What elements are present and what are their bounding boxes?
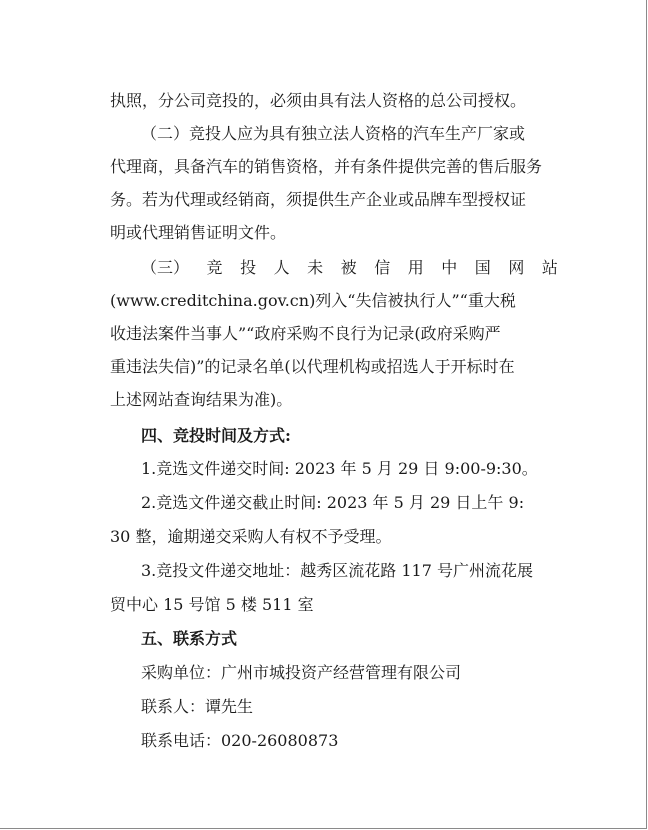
text-line: 贸中心 15 号馆 5 楼 511 室 — [110, 595, 314, 614]
text-line: 30 整，逾期递交采购人有权不予受理。 — [110, 527, 392, 546]
text-line: 联系电话：020-26080873 — [141, 731, 339, 750]
text-line: 采购单位：广州市城投资产经营管理有限公司 — [141, 663, 462, 682]
text-token: 未 — [307, 258, 324, 277]
text-line: 1.竞选文件递交时间: 2023 年 5 月 29 日 9:00-9:30。 — [141, 459, 538, 478]
text-line: 联系人：谭先生 — [141, 697, 254, 716]
text-token: 竞 — [206, 258, 223, 277]
text-line: 明或代理销售证明文件。 — [110, 223, 287, 242]
text-line: 2.竞选文件递交截止时间: 2023 年 5 月 29 日上午 9: — [141, 493, 525, 512]
text-line-spread — [141, 258, 558, 278]
text-line: （二）竞投人应为具有独立法人资格的汽车生产厂家或 — [141, 124, 526, 143]
text-line: 上述网站查询结果为准)。 — [110, 390, 293, 409]
text-line: 收违法案件当事人”“政府采购不良行为记录(政府采购严 — [110, 324, 501, 343]
text-line: 执照，分公司竞投的，必须由具有法人资格的总公司授权。 — [110, 91, 527, 110]
text-token: 被 — [340, 258, 357, 277]
text-token: 人 — [273, 258, 290, 277]
text-line: 务。若为代理或经销商，须提供生产企业或品牌车型授权证 — [110, 190, 527, 209]
text-token: 投 — [240, 258, 257, 277]
text-token: 信 — [374, 258, 391, 277]
text-token: 用 — [407, 258, 424, 277]
text-token: 中 — [441, 258, 458, 277]
text-line: (www.creditchina.gov.cn)列入“失信被执行人”“重大税 — [110, 291, 516, 310]
section-heading: 四、竞投时间及方式: — [141, 426, 291, 445]
text-line: 重违法失信)”的记录名单(以代理机构或招选人于开标时在 — [110, 357, 515, 376]
text-token: 网 — [508, 258, 525, 277]
text-token: 国 — [474, 258, 491, 277]
text-line: 3.竞投文件递交地址：越秀区流花路 117 号广州流花展 — [141, 561, 533, 580]
text-token: （三） — [141, 258, 190, 277]
text-line: 代理商，具备汽车的销售资格，并有条件提供完善的售后服务 — [110, 157, 543, 176]
section-heading: 五、联系方式 — [141, 629, 238, 648]
text-token: 站 — [541, 258, 558, 277]
